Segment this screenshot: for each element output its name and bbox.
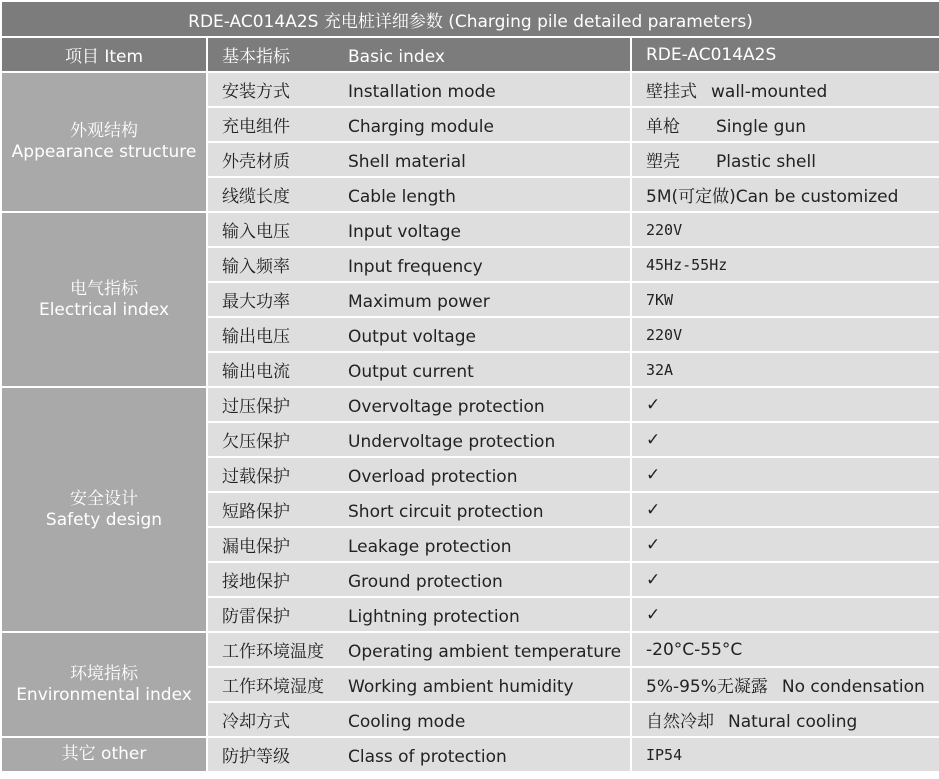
- param-zh: 最大功率: [222, 292, 290, 312]
- param-zh: 工作环境湿度: [222, 677, 324, 697]
- value-en: Natural cooling: [728, 712, 858, 732]
- table-row: [1, 212, 939, 247]
- group-electrical: [1, 212, 207, 387]
- param-zh: 外壳材质: [222, 152, 290, 172]
- param-operating-temperature: [207, 632, 631, 667]
- param-zh: 输入电压: [222, 222, 290, 242]
- param-zh: 短路保护: [222, 502, 290, 522]
- param-lightning: [207, 597, 631, 632]
- param-en: Cable length: [348, 187, 456, 207]
- value-en: Can be customized: [735, 187, 899, 207]
- param-zh: 过压保护: [222, 397, 290, 417]
- value-undervoltage: ✓: [631, 422, 939, 457]
- value-overvoltage: ✓: [631, 387, 939, 422]
- header-model: RDE-AC014A2S: [631, 37, 939, 72]
- param-input-voltage: [207, 212, 631, 247]
- param-zh: 输入频率: [222, 257, 290, 277]
- param-en: Charging module: [348, 117, 494, 137]
- param-en: Class of protection: [348, 747, 507, 767]
- param-en: Maximum power: [348, 292, 490, 312]
- group-safety-en: Safety design: [45, 509, 163, 530]
- param-zh: 漏电保护: [222, 537, 290, 557]
- value-cooling-mode: [631, 702, 939, 737]
- value-output-voltage: 220V: [631, 317, 939, 352]
- param-cable-length: [207, 177, 631, 212]
- param-zh: 欠压保护: [222, 432, 290, 452]
- param-zh: 充电组件: [222, 117, 290, 137]
- param-zh: 接地保护: [222, 572, 290, 592]
- param-en: Output current: [348, 362, 474, 382]
- value-zh: 5M(可定做): [646, 187, 736, 207]
- param-en: Working ambient humidity: [348, 677, 574, 697]
- value-overload: ✓: [631, 457, 939, 492]
- value-en: No condensation: [781, 677, 925, 697]
- table-row: [1, 737, 939, 772]
- header-basic-zh: 基本指标: [222, 47, 290, 67]
- param-output-voltage: [207, 317, 631, 352]
- param-undervoltage: [207, 422, 631, 457]
- table-row: [1, 632, 939, 667]
- param-output-current: [207, 352, 631, 387]
- table-title: RDE-AC014A2S 充电桩详细参数 (Charging pile detailed parameters): [1, 1, 939, 37]
- param-en: Input voltage: [348, 222, 461, 242]
- param-shell-material: [207, 142, 631, 177]
- param-en: Leakage protection: [348, 537, 512, 557]
- value-short-circuit: ✓: [631, 492, 939, 527]
- param-leakage: [207, 527, 631, 562]
- param-working-humidity: [207, 667, 631, 702]
- value-operating-temperature: -20°C-55°C: [631, 632, 939, 667]
- group-appearance: [1, 72, 207, 212]
- value-zh: 5%-95%无凝露: [646, 677, 768, 697]
- value-zh: 塑壳: [646, 152, 680, 172]
- value-maximum-power: 7KW: [631, 282, 939, 317]
- group-environmental-zh: 环境指标: [70, 663, 138, 684]
- value-working-humidity: [631, 667, 939, 702]
- param-protection-class: [207, 737, 631, 772]
- header-basic-en: Basic index: [348, 47, 445, 67]
- group-environmental: [1, 632, 207, 737]
- param-en: Output voltage: [348, 327, 476, 347]
- value-installation-mode: [631, 72, 939, 107]
- param-input-frequency: [207, 247, 631, 282]
- param-en: Undervoltage protection: [348, 432, 556, 452]
- param-zh: 线缆长度: [222, 187, 290, 207]
- param-overload: [207, 457, 631, 492]
- param-zh: 输出电压: [222, 327, 290, 347]
- title-row: [1, 1, 939, 37]
- value-output-current: 32A: [631, 352, 939, 387]
- value-shell-material: [631, 142, 939, 177]
- param-en: Short circuit protection: [348, 502, 544, 522]
- header-item: 项目 Item: [1, 37, 207, 72]
- value-protection-class: IP54: [631, 737, 939, 772]
- group-electrical-zh: 电气指标: [70, 278, 138, 299]
- param-zh: 过载保护: [222, 467, 290, 487]
- param-zh: 冷却方式: [222, 712, 290, 732]
- param-en: Overload protection: [348, 467, 518, 487]
- param-en: Shell material: [348, 152, 466, 172]
- param-zh: 防护等级: [222, 747, 290, 767]
- value-en: wall-mounted: [711, 82, 828, 102]
- param-short-circuit: [207, 492, 631, 527]
- param-charging-module: [207, 107, 631, 142]
- value-en: Single gun: [716, 117, 807, 137]
- param-overvoltage: [207, 387, 631, 422]
- group-safety: [1, 387, 207, 632]
- param-en: Overvoltage protection: [348, 397, 545, 417]
- param-en: Operating ambient temperature: [348, 642, 622, 662]
- value-zh: 壁挂式: [646, 82, 697, 102]
- value-lightning: ✓: [631, 597, 939, 632]
- param-ground: [207, 562, 631, 597]
- header-basic-index: [207, 37, 631, 72]
- param-zh: 工作环境温度: [222, 642, 324, 662]
- group-environmental-en: Environmental index: [16, 684, 192, 705]
- value-ground: ✓: [631, 562, 939, 597]
- table-row: [1, 72, 939, 107]
- param-zh: 防雷保护: [222, 607, 290, 627]
- value-input-voltage: 220V: [631, 212, 939, 247]
- group-appearance-zh: 外观结构: [70, 121, 138, 141]
- value-zh: 单枪: [646, 117, 680, 137]
- param-cooling-mode: [207, 702, 631, 737]
- value-input-frequency: 45Hz-55Hz: [631, 247, 939, 282]
- value-charging-module: [631, 107, 939, 142]
- param-en: Ground protection: [348, 572, 503, 592]
- param-zh: 输出电流: [222, 362, 290, 382]
- param-en: Cooling mode: [348, 712, 466, 732]
- group-appearance-en: Appearance structure: [11, 142, 197, 162]
- table-row: [1, 387, 939, 422]
- param-zh: 安装方式: [222, 82, 290, 102]
- param-en: Installation mode: [348, 82, 496, 102]
- value-cable-length: [631, 177, 939, 212]
- header-row: [1, 37, 939, 72]
- value-zh: 自然冷却: [646, 712, 714, 732]
- value-leakage: ✓: [631, 527, 939, 562]
- param-installation-mode: [207, 72, 631, 107]
- param-en: Lightning protection: [348, 607, 520, 627]
- group-other: 其它 other: [1, 737, 207, 772]
- param-en: Input frequency: [348, 257, 483, 277]
- group-safety-zh: 安全设计: [70, 488, 138, 509]
- param-maximum-power: [207, 282, 631, 317]
- value-en: Plastic shell: [716, 152, 816, 172]
- group-electrical-en: Electrical index: [38, 299, 170, 320]
